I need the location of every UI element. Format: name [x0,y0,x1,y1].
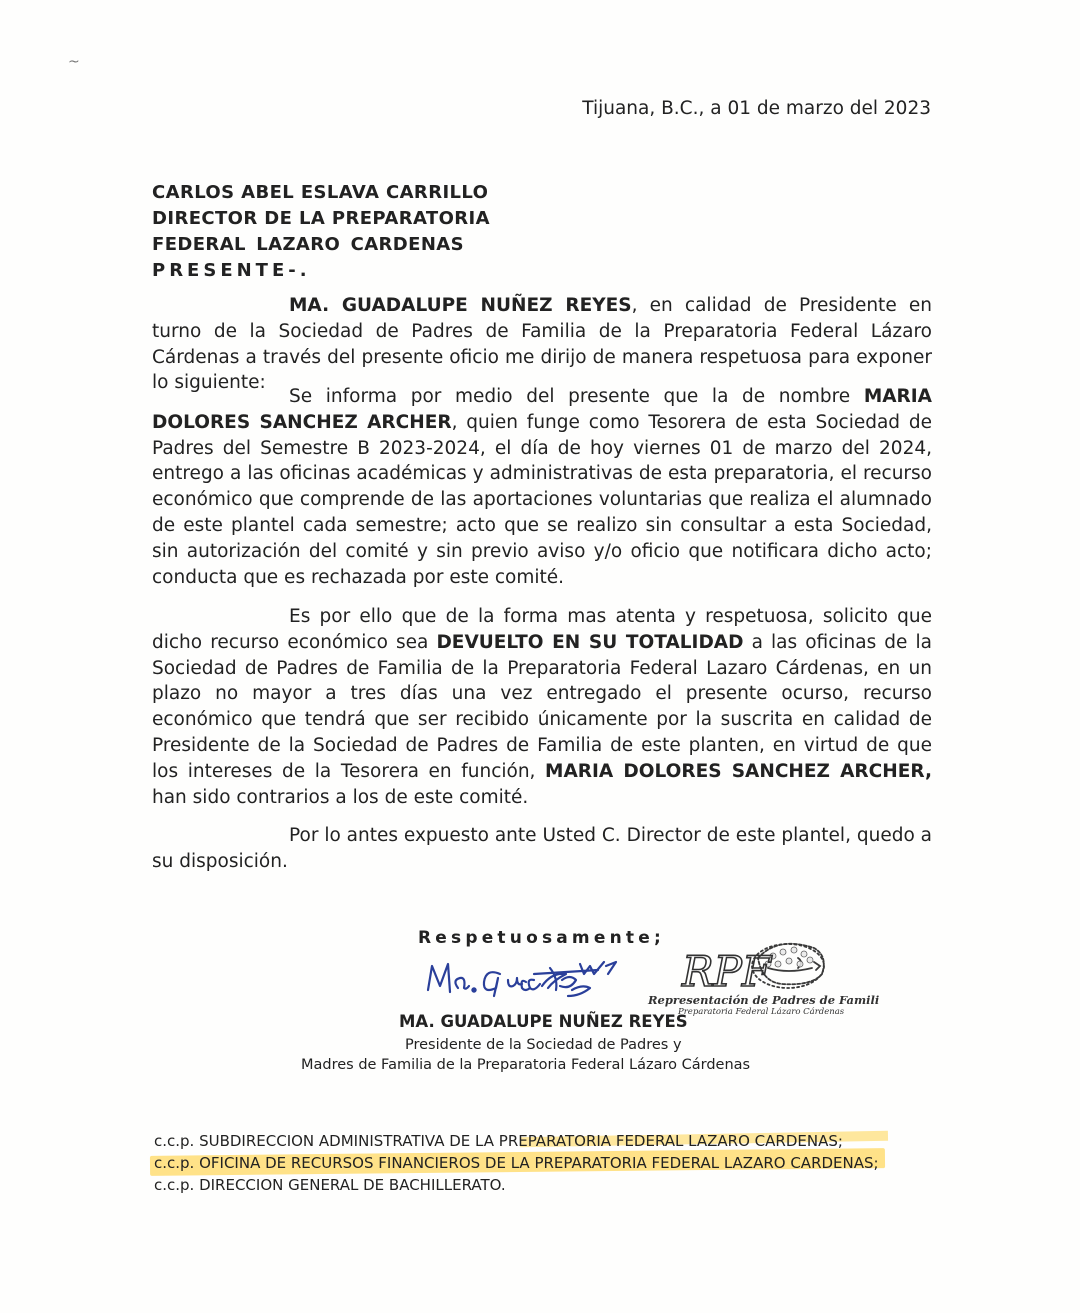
treasurer-name-2: MARIA DOLORES SANCHEZ ARCHER, [545,760,932,782]
seal-caption-line1: Representación de Padres de Famili [648,993,880,1007]
paragraph-1-text: , en calidad de Presidente en turno de la Sociedad de Padres de Familia de la Preparatoria Federal Lázaro Cárdenas a través del presente oficio me dirijo de manera respetuosa para exponer lo siguiente: [152,295,932,394]
handwritten-signature [422,950,642,1010]
paragraph-2 [152,384,932,590]
return-demand: DEVUELTO EN SU TOTALIDAD [436,631,744,653]
ccp-line-1: c.c.p. SUBDIRECCION ADMINISTRATIVA DE LA PREPARATORIA FEDERAL LAZARO CARDENAS; [154,1132,843,1150]
treasurer-name: MARIA DOLORES SANCHEZ ARCHER [152,386,932,433]
addressee-block [152,180,490,284]
paragraph-3 [152,604,932,810]
paragraph-3-text-b: a las oficinas de la Sociedad de Padres de Familia de la Preparatoria Federal Lazaro Cárdenas, en un plazo no mayor a tres días una vez entregado el presente ocurso, recurso económico que tendrá que ser recibido únicamente por la suscrita en calidad de Presidente de la Sociedad de Padres de Familia de este planten, en virtud de que los intereses de la Tesorera en función, [152,631,932,782]
addressee-greeting: PRESENTE-. [152,260,311,281]
signer-role-line1: Presidente de la Sociedad de Padres y [405,1037,682,1053]
scan-speck: ~ [68,54,80,70]
paragraph-4 [152,823,932,875]
addressee-name: CARLOS ABEL ESLAVA CARRILLO [152,182,489,203]
signer-role-line2: Madres de Familia de la Preparatoria Federal Lázaro Cárdenas [301,1057,751,1073]
paragraph-2-text-a: Se informa por medio del presente que la de nombre [289,386,864,407]
paragraph-1 [152,293,932,396]
letter-date: Tijuana, B.C., a 01 de marzo del 2023 [582,98,931,119]
paragraph-3-text-c: han sido contrarios a los de este comité. [152,786,529,808]
signer-name: MA. GUADALUPE NUÑEZ REYES [399,1012,688,1031]
addressee-title-line1: DIRECTOR DE LA PREPARATORIA [152,208,490,229]
seal-logo-letters: RPF [682,947,772,996]
sender-name: MA. GUADALUPE NUÑEZ REYES [289,295,632,316]
addressee-title-line2: FEDERAL LAZARO CARDENAS [152,234,464,255]
ccp-line-3: c.c.p. DIRECCION GENERAL DE BACHILLERATO. [154,1176,506,1194]
seal-caption-line2: Preparatoria Federal Lázaro Cárdenas [678,1007,845,1017]
paragraph-2-text-b: , quien funge como Tesorera de esta Sociedad de Padres del Semestre B 2023-2024, el día de hoy viernes 01 de marzo del 2024, entrego a las oficinas académicas y administrativas de esta preparatoria, el recurso económico que comprende de las aportaciones voluntarias que realiza el alumnado de este plantel cada semestre; acto que se realizo sin consultar a esta Sociedad, sin autorización del comité y sin previo aviso y/o oficio que notificara dicho acto; conducta que es rechazada por este comité. [152,411,932,588]
paragraph-3-text-a: Es por ello que de la forma mas atenta y respetuosa, solicito que dicho recurso económico sea [152,606,932,653]
ccp-line-2: c.c.p. OFICINA DE RECURSOS FINANCIEROS DE LA PREPARATORIA FEDERAL LAZARO CARDENAS; [154,1154,879,1172]
closing-salutation: Respetuosamente; [418,928,665,948]
paragraph-4-text: Por lo antes expuesto ante Usted C. Director de este plantel, quedo a su disposición. [152,825,932,872]
